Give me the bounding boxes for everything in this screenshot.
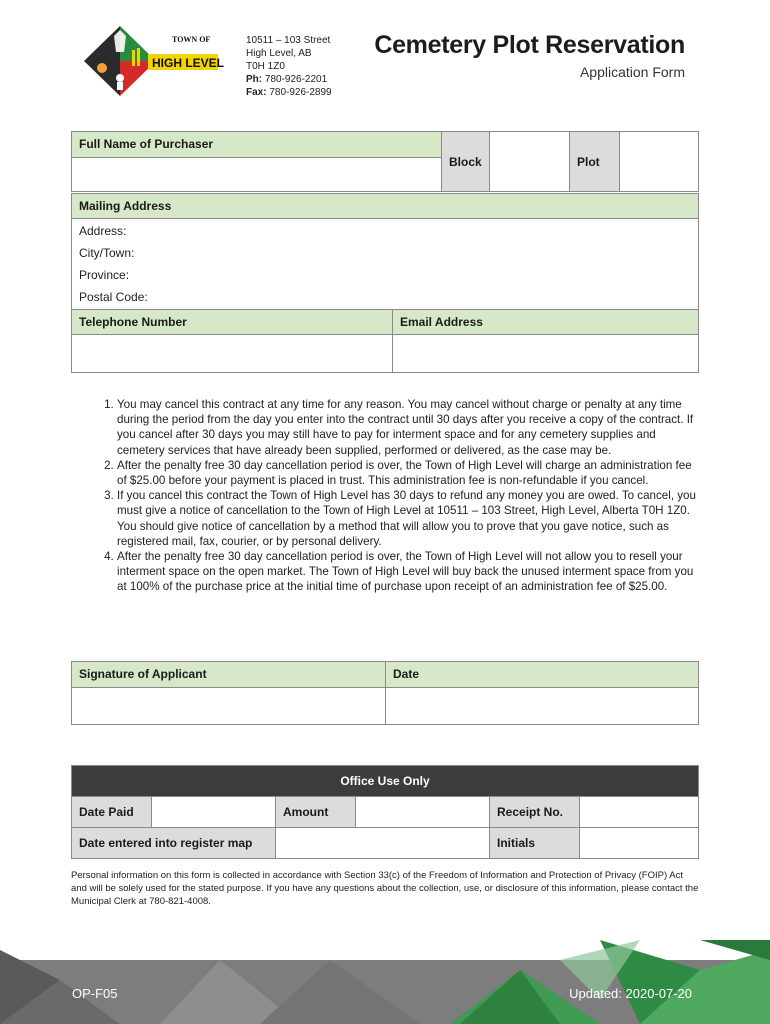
term-item: 2. After the penalty free 30 day cancellation period is over, the Town of High Level will charge an administration fee of $25.00 before your payment is placed in trust. This administration fee is non-refundable if you cancel. — [117, 458, 700, 488]
address-block — [246, 34, 332, 99]
mailing-table — [71, 193, 699, 312]
contact-table — [71, 309, 699, 373]
term-item: 3. If you cancel this contract the Town of High Level has 30 days to refund any money you are owed. To cancel, you must give a notice of cancellation to the Town of High Level at 10511 – 103 Street, High Level, Alberta T0H 1Z0. You should give notice of cancellation by a method that will allow you to prove that you gave notice, such as registered mail, fax, courier, or by personal delivery. — [117, 488, 700, 549]
office-use-table — [71, 765, 699, 859]
initials-label: Initials — [490, 828, 580, 859]
fax-line — [246, 86, 332, 99]
privacy-notice: Personal information on this form is collected in accordance with Section 33(c) of the Freedom of Information and Protection of Privacy (FOIP) Act and will be solely used for the stated purpose. If you have any questions about the collection, use, or disclosure of this information, please contact the Municipal Clerk at 780-821-4008. — [71, 870, 699, 907]
phone-number: 780-926-2201 — [264, 74, 328, 85]
telephone-field[interactable] — [72, 335, 393, 373]
signature-date-field[interactable] — [386, 688, 699, 725]
address-line-2: High Level, AB — [246, 48, 312, 59]
postal-line-label: Postal Code: — [79, 290, 148, 304]
initials-field[interactable] — [580, 828, 699, 859]
full-name-field[interactable] — [72, 158, 442, 192]
city-line-label: City/Town: — [79, 246, 135, 260]
mailing-address-label: Mailing Address — [72, 194, 699, 219]
page-title: Cemetery Plot Reservation — [374, 31, 685, 59]
receipt-label: Receipt No. — [490, 797, 580, 828]
full-name-label: Full Name of Purchaser — [72, 132, 442, 158]
email-label: Email Address — [393, 310, 699, 335]
amount-field[interactable] — [356, 797, 490, 828]
email-field[interactable] — [393, 335, 699, 373]
logo-big-text: HIGH LEVEL — [152, 56, 225, 70]
signature-date-label: Date — [386, 662, 699, 688]
footer-banner — [0, 940, 770, 1024]
term-item: 4. After the penalty free 30 day cancellation period is over, the Town of High Level will not allow you to resell your interment space on the open market. The Town of High Level will buy back the unused interment space from you at 100% of the purchase price at the initial time of purchase upon receipt of an administration fee of $25.00. — [117, 549, 700, 595]
fax-number: 780-926-2899 — [269, 87, 332, 98]
phone-line — [246, 73, 332, 86]
form-code: OP-F05 — [72, 986, 118, 1001]
office-use-title: Office Use Only — [72, 766, 699, 797]
signature-label: Signature of Applicant — [72, 662, 386, 688]
plot-label: Plot — [570, 132, 620, 192]
term-item: 1. You may cancel this contract at any time for any reason. You may cancel without charge or penalty at any time during the period from the day you enter into the contract until 30 days after you receive a copy of the contract. If you cancel after 30 days you may still have to pay for interment space and for any cemetery supplies and cemetery services that have already been supplied, performed or delivered, as the case may be. — [117, 397, 700, 458]
amount-label: Amount — [276, 797, 356, 828]
date-paid-field[interactable] — [152, 797, 276, 828]
phone-label: Ph: — [246, 74, 263, 85]
date-entered-label: Date entered into register map — [72, 828, 276, 859]
telephone-label: Telephone Number — [72, 310, 393, 335]
signature-field[interactable] — [72, 688, 386, 725]
block-field[interactable] — [490, 132, 570, 192]
page-subtitle: Application Form — [579, 64, 685, 80]
address-line-1: 10511 – 103 Street — [246, 35, 331, 46]
signature-table — [71, 661, 699, 725]
cancellation-terms — [88, 397, 700, 595]
address-line-label: Address: — [79, 224, 127, 238]
updated-date: Updated: 2020-07-20 — [569, 986, 692, 1001]
address-line-3: T0H 1Z0 — [246, 61, 285, 72]
date-paid-label: Date Paid — [72, 797, 152, 828]
fax-label: Fax: — [246, 87, 267, 98]
province-line-label: Province: — [79, 268, 130, 282]
purchaser-table — [71, 131, 699, 192]
block-label: Block — [442, 132, 490, 192]
plot-field[interactable] — [620, 132, 699, 192]
date-entered-field[interactable] — [276, 828, 490, 859]
logo-small-text: TOWN OF — [172, 35, 211, 44]
mailing-address-field[interactable] — [72, 219, 699, 312]
receipt-field[interactable] — [580, 797, 699, 828]
town-logo — [80, 22, 240, 100]
